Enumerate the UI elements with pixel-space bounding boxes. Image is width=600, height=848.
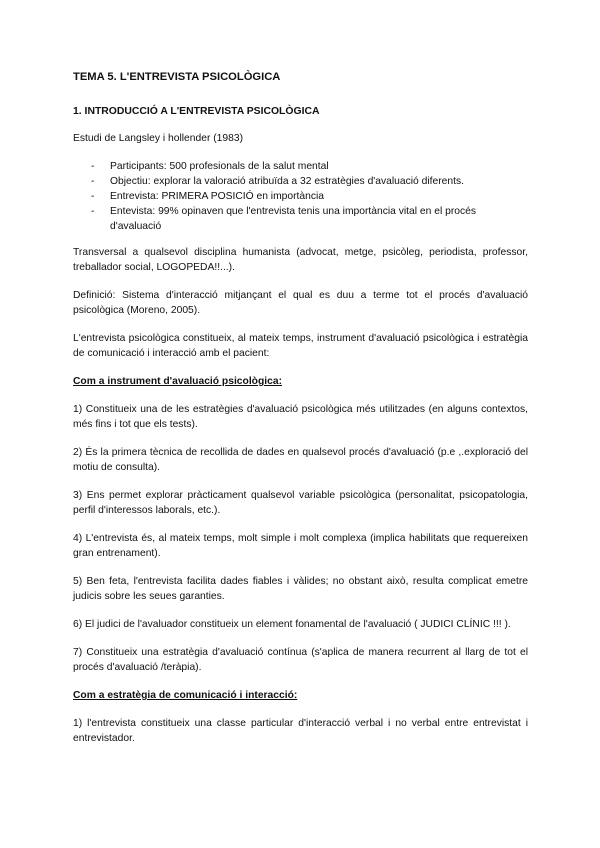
instrument-point: 6) El judici de l'avaluador constitueix un element fonamental de l'avaluació ( JUDICI CLÍNIC !!! ). bbox=[73, 619, 511, 630]
document-page bbox=[73, 70, 528, 759]
list-item-text: Entevista: 99% opinaven que l'entrevista tenis una importància vital en el procés d'avaluació bbox=[110, 206, 477, 232]
study-points-list bbox=[73, 159, 528, 234]
study-intro: Estudi de Langsley i hollender (1983) bbox=[73, 133, 244, 144]
definition-paragraph: Definició: Sistema d'interacció mitjançant el qual es duu a terme tot el procés d'avaluació psicològica (Moreno, 2005). bbox=[73, 290, 528, 316]
transversal-paragraph: Transversal a qualsevol disciplina humanista (advocat, metge, psicòleg, periodista, professor, treballador social, LOGOPEDA!!...). bbox=[73, 247, 528, 273]
communication-point: 1) l'entrevista constitueix una classe particular d'interacció verbal i no verbal entre entrevistat i entrevistador. bbox=[73, 718, 528, 744]
list-item bbox=[73, 174, 528, 189]
instrument-heading: Com a instrument d'avaluació psicològica: bbox=[73, 376, 283, 387]
instrument-point: 2) És la primera tècnica de recollida de dades en qualsevol procés d'avaluació (p.e ,.exploració del motiu de consulta). bbox=[73, 447, 528, 473]
dash-marker: - bbox=[91, 161, 95, 172]
instrument-point: 4) L'entrevista és, al mateix temps, molt simple i molt complexa (implica habilitats que requereixen gran entrenament). bbox=[73, 533, 528, 559]
section-heading: 1. INTRODUCCIÓ A L'ENTREVISTA PSICOLÒGICA bbox=[73, 106, 320, 117]
instrument-point: 3) Ens permet explorar pràcticament qualsevol variable psicològica (personalitat, psicopatologia, perfil d'interessos laborals, etc.). bbox=[73, 490, 528, 516]
document-title: TEMA 5. L'ENTREVISTA PSICOLÒGICA bbox=[73, 71, 281, 83]
dash-marker: - bbox=[91, 206, 95, 217]
list-item-text: Participants: 500 profesionals de la salut mental bbox=[110, 161, 329, 172]
list-item-text: Entrevista: PRIMERA POSICIÓ en importància bbox=[110, 191, 325, 202]
dash-marker: - bbox=[91, 176, 95, 187]
instrument-point: 5) Ben feta, l'entrevista facilita dades fiables i vàlides; no obstant això, resulta complicat emetre judicis sobre les seues garanties. bbox=[73, 576, 528, 602]
list-item bbox=[73, 159, 528, 174]
instrument-point: 7) Constitueix una estratègia d'avaluació contínua (s'aplica de manera recurrent al llarg de tot el procés d'avaluació /teràpia). bbox=[73, 647, 528, 673]
list-item bbox=[73, 204, 528, 234]
dash-marker: - bbox=[91, 191, 95, 202]
list-item-text: Objectiu: explorar la valoració atribuïda a 32 estratègies d'avaluació diferents. bbox=[110, 176, 464, 187]
list-item bbox=[73, 189, 528, 204]
overview-paragraph: L'entrevista psicològica constitueix, al mateix temps, instrument d'avaluació psicològica i estratègia de comunicació i interacció amb el pacient: bbox=[73, 333, 528, 359]
instrument-point: 1) Constitueix una de les estratègies d'avaluació psicològica més utilitzades (en alguns contextos, més fins i tot que els tests). bbox=[73, 404, 528, 430]
communication-heading: Com a estratègia de comunicació i interacció: bbox=[73, 690, 298, 701]
